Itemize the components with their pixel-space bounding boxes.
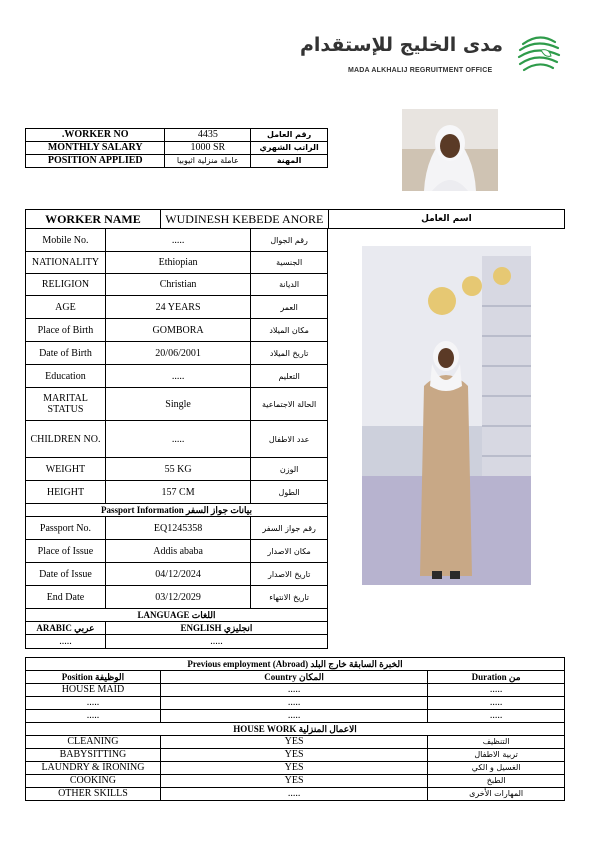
table-row [26,684,565,697]
field-label: Mobile No. [26,229,106,252]
field-value: Addis ababa [105,540,250,563]
table-row [26,365,328,388]
skill-label: COOKING [26,775,161,788]
table-row [26,229,328,252]
field-label-ar: رقم جواز السفر [251,517,328,540]
field-value: 04/12/2024 [105,563,250,586]
table-row [26,252,328,274]
language-english-label: ENGLISH انجليزي [105,622,327,635]
worker-portrait-photo [402,109,498,191]
field-value: EQ1245358 [105,517,250,540]
skill-label: OTHER SKILLS [26,788,161,801]
summary-label-en: WORKER NO. [26,129,165,142]
summary-label-ar: الراتب الشهري [251,142,328,155]
summary-value: عاملة منزلية اثيوبيا [165,155,251,168]
table-cell: HOUSE MAID [26,684,161,697]
skill-label-ar: المهارات الأخرى [428,788,565,801]
table-cell: ..... [428,710,565,723]
column-header: Country المكان [160,671,427,684]
field-value: ..... [105,421,250,458]
passport-section-title: Passport Information بيانات جواز السفر [26,504,328,517]
language-english-value: ..... [105,635,327,649]
summary-value: 4435 [165,129,251,142]
skill-label-ar: الطبخ [428,775,565,788]
table-row [26,388,328,421]
table-row [26,788,565,801]
skill-value: ..... [160,788,427,801]
language-arabic-label: ARABIC عربي [26,622,106,635]
personal-info-table [25,228,328,649]
employment-section-title: Previous employment (Abroad) الخبرة السابقة خارج البلد [26,658,565,671]
table-row [26,710,565,723]
table-row [26,342,328,365]
field-value: Christian [105,274,250,296]
field-label-ar: الديانة [251,274,328,296]
table-cell: ..... [160,684,427,697]
field-label: HEIGHT [26,481,106,504]
skill-label-ar: الغسيل و الكي [428,762,565,775]
language-section-title: LANGUAGE اللغات [26,609,328,622]
field-label-ar: الجنسية [251,252,328,274]
field-label: Place of Issue [26,540,106,563]
table-row [26,421,328,458]
table-cell: ..... [428,684,565,697]
field-value: ..... [105,365,250,388]
table-row [26,458,328,481]
field-label-ar: العمر [251,296,328,319]
table-row [26,697,565,710]
field-value: Ethiopian [105,252,250,274]
field-value: 20/06/2001 [105,342,250,365]
field-label-ar: رقم الجوال [251,229,328,252]
column-header: Position الوظيفة [26,671,161,684]
logo-arabic-name: مدى الخليج للإستقدام [299,34,503,56]
field-label-ar: مكان الميلاد [251,319,328,342]
field-label-ar: الحالة الاجتماعية [251,388,328,421]
field-label: WEIGHT [26,458,106,481]
field-value: 55 KG [105,458,250,481]
field-label: NATIONALITY [26,252,106,274]
field-label-ar: الطول [251,481,328,504]
language-arabic-value: ..... [26,635,106,649]
field-value: 24 YEARS [105,296,250,319]
summary-row [26,155,328,168]
table-row [26,563,328,586]
table-cell: ..... [160,697,427,710]
worker-full-body-photo [362,246,531,585]
summary-label-en: MONTHLY SALARY [26,142,165,155]
logo-english-name: MADA ALKHALIJ REGRUITMENT OFFICE [348,67,493,74]
worker-name-label: WORKER NAME [26,210,161,229]
worker-name-label-ar: اسم العامل [328,210,564,229]
worker-name-row [25,209,565,229]
skill-value: YES [160,775,427,788]
company-logo [299,30,563,85]
field-label-ar: تاريخ الميلاد [251,342,328,365]
field-value: ..... [105,229,250,252]
field-label: End Date [26,586,106,609]
skill-label: CLEANING [26,736,161,749]
skill-label: LAUNDRY & IRONING [26,762,161,775]
summary-value: 1000 SR [165,142,251,155]
field-label-ar: مكان الاصدار [251,540,328,563]
field-label: RELIGION [26,274,106,296]
table-row [26,586,328,609]
table-row [26,517,328,540]
table-cell: ..... [26,710,161,723]
table-row [26,274,328,296]
summary-table [25,128,328,168]
field-label: MARITAL STATUS [26,388,106,421]
skill-label: BABYSITTING [26,749,161,762]
table-row [26,540,328,563]
summary-label-en: POSITION APPLIED [26,155,165,168]
table-cell: ..... [26,697,161,710]
field-label-ar: الوزن [251,458,328,481]
field-label-ar: تاريخ الانتهاء [251,586,328,609]
field-label: Passport No. [26,517,106,540]
skill-value: YES [160,736,427,749]
worker-name: WUDINESH KEBEDE ANORE [160,210,328,229]
skill-value: YES [160,749,427,762]
field-label: Place of Birth [26,319,106,342]
table-cell: ..... [160,710,427,723]
table-cell: ..... [428,697,565,710]
field-label: Date of Birth [26,342,106,365]
table-row [26,775,565,788]
summary-row [26,142,328,155]
skill-value: YES [160,762,427,775]
summary-label-ar: رقم العامل [251,129,328,142]
table-header-row [26,671,565,684]
field-label-ar: عدد الاطفال [251,421,328,458]
table-row [26,481,328,504]
table-row [26,762,565,775]
field-label-ar: تاريخ الاصدار [251,563,328,586]
housework-section-title: HOUSE WORK الاعمال المنزلية [26,723,565,736]
table-row [26,319,328,342]
field-label: Education [26,365,106,388]
field-label: Date of Issue [26,563,106,586]
table-row [26,736,565,749]
globe-leaf-icon [515,30,563,78]
experience-table [25,657,565,801]
table-row [26,749,565,762]
field-label: AGE [26,296,106,319]
skill-label-ar: التنظيف [428,736,565,749]
field-value: 03/12/2029 [105,586,250,609]
summary-label-ar: المهنة [251,155,328,168]
field-label: CHILDREN NO. [26,421,106,458]
summary-row [26,129,328,142]
field-value: GOMBORA [105,319,250,342]
column-header: Duration من [428,671,565,684]
table-row [26,296,328,319]
field-label-ar: التعليم [251,365,328,388]
field-value: 157 CM [105,481,250,504]
skill-label-ar: تربية الاطفال [428,749,565,762]
field-value: Single [105,388,250,421]
